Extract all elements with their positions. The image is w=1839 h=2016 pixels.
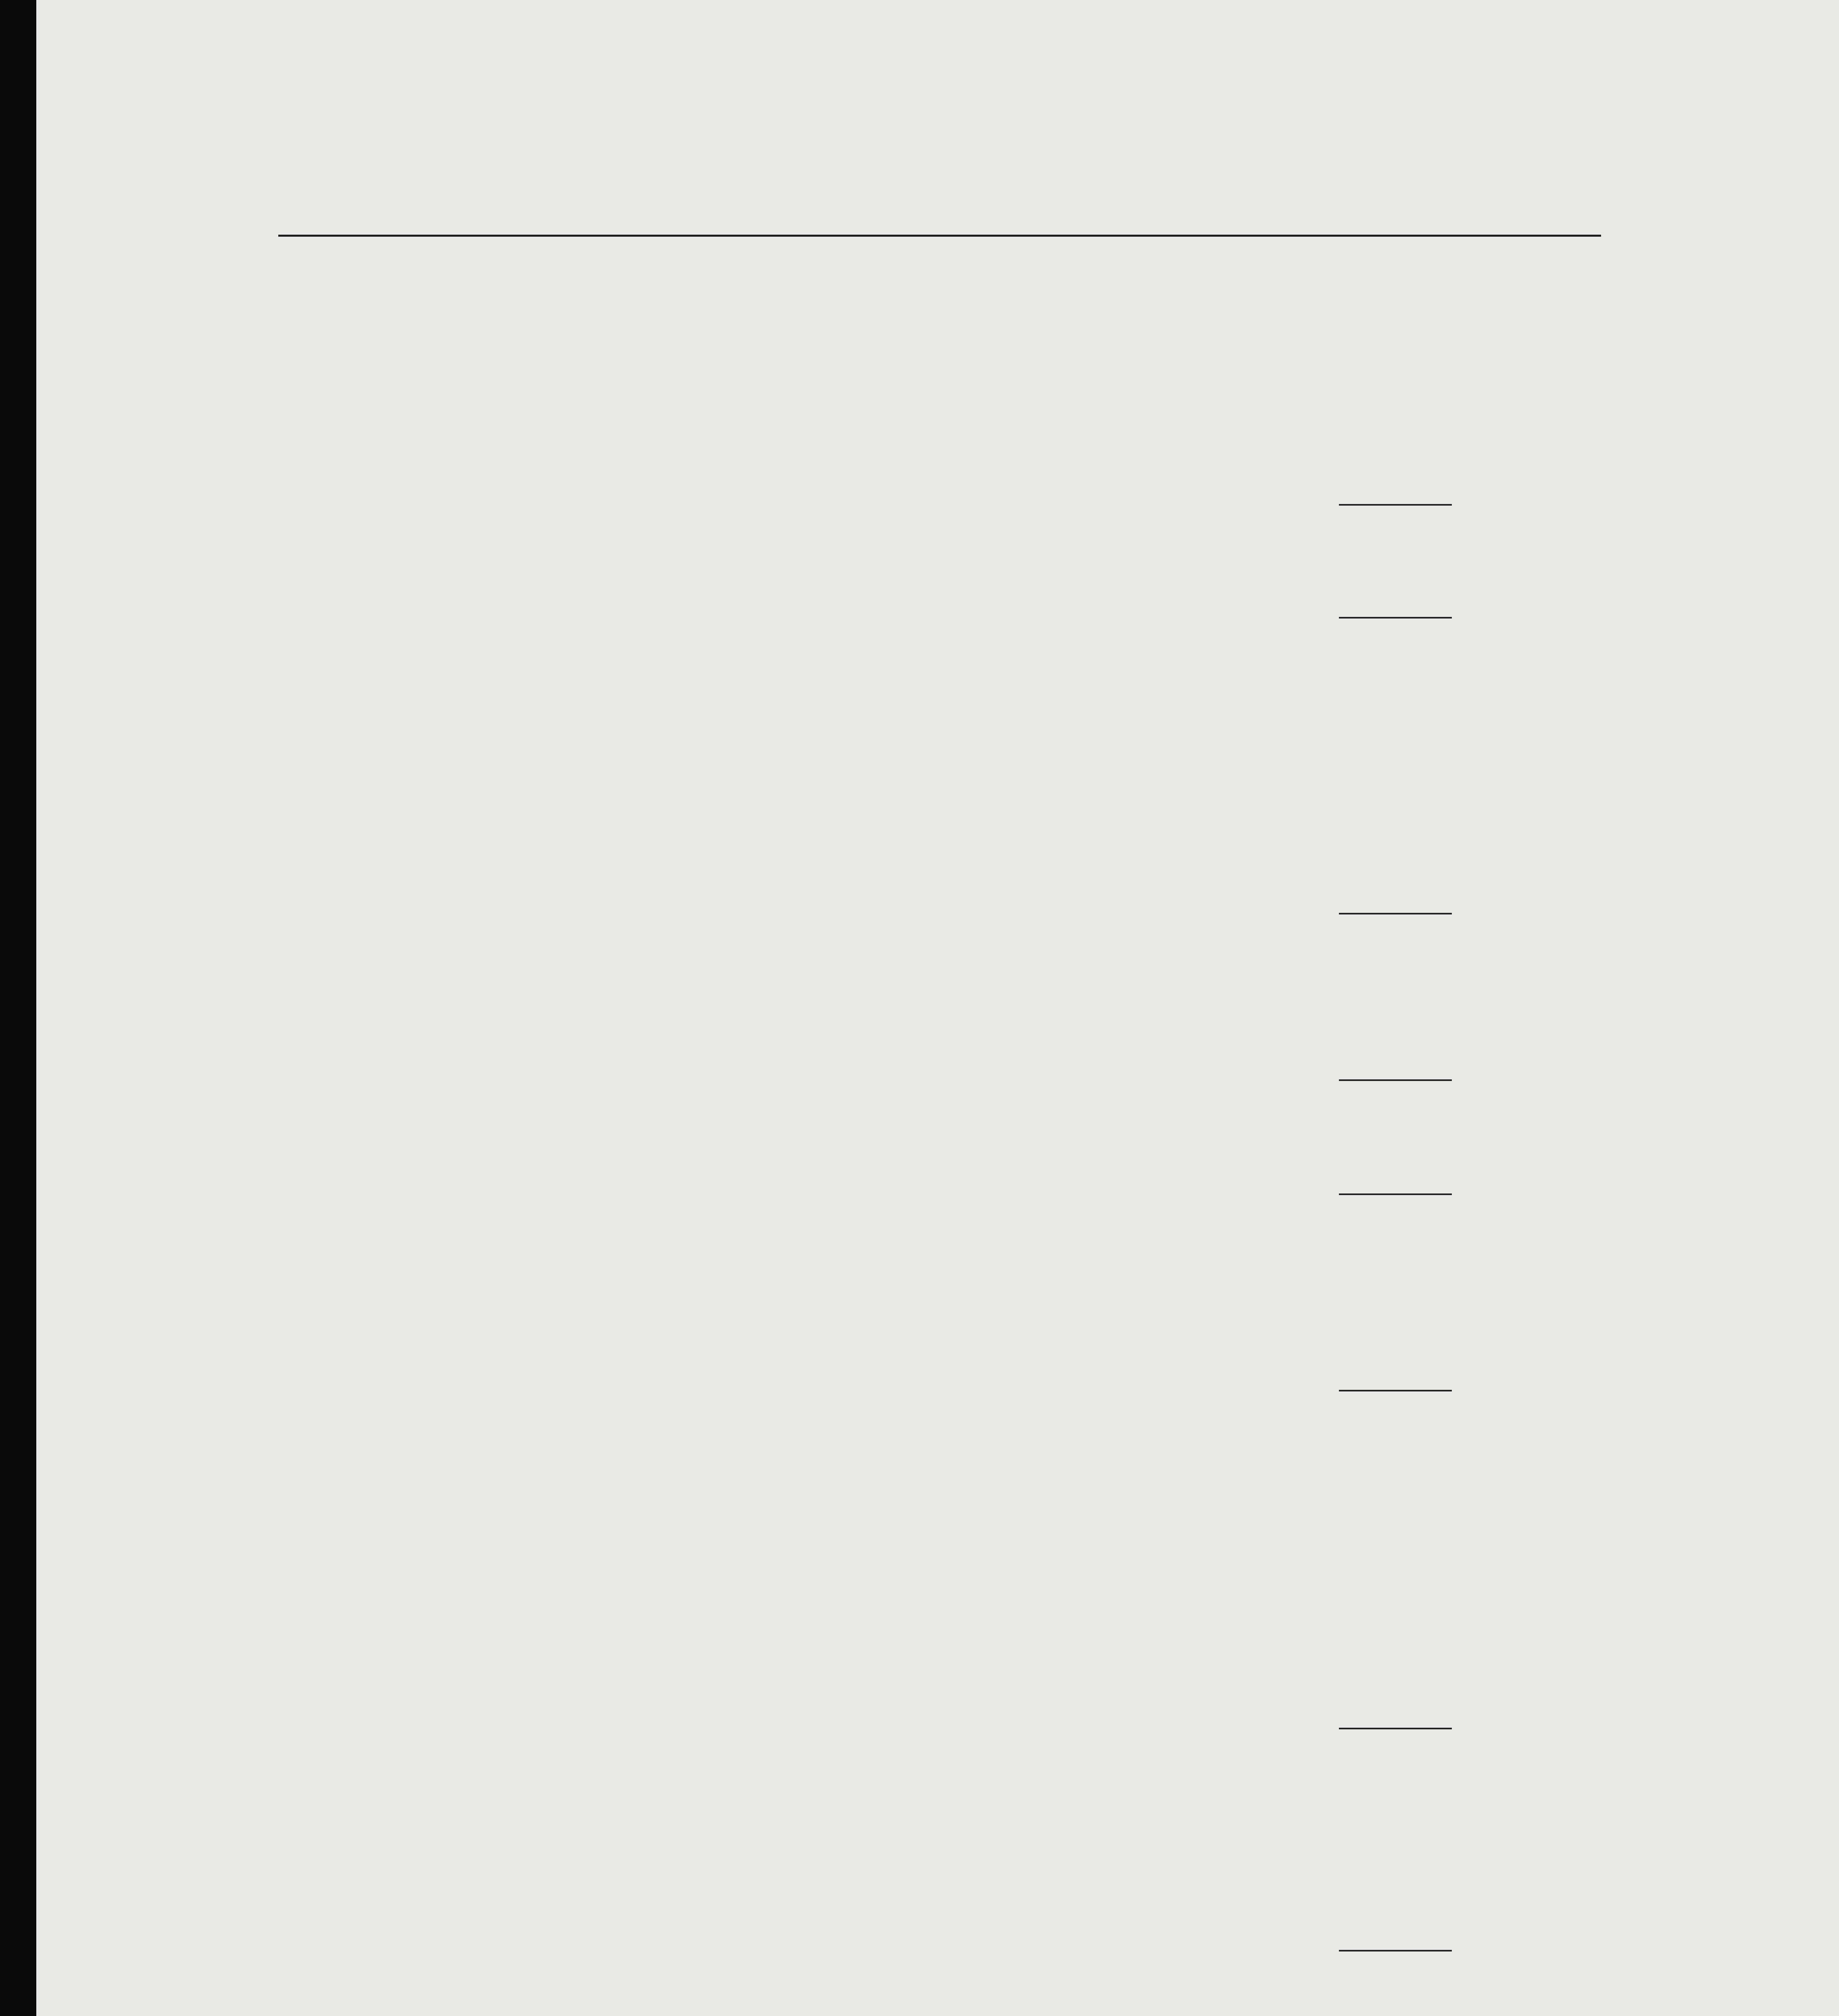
subtotal-rule (1339, 1079, 1452, 1081)
subtotal-rule (1339, 913, 1452, 914)
document-page (36, 0, 1839, 2016)
subtotal-rule (1339, 504, 1452, 506)
subtotal-rule (1339, 1390, 1452, 1391)
subtotal-rule (1339, 1950, 1452, 1951)
subtotal-rule (1339, 617, 1452, 619)
header-rule (278, 235, 1601, 237)
subtotal-rule (1339, 1728, 1452, 1729)
subtotal-rule (1339, 1193, 1452, 1195)
